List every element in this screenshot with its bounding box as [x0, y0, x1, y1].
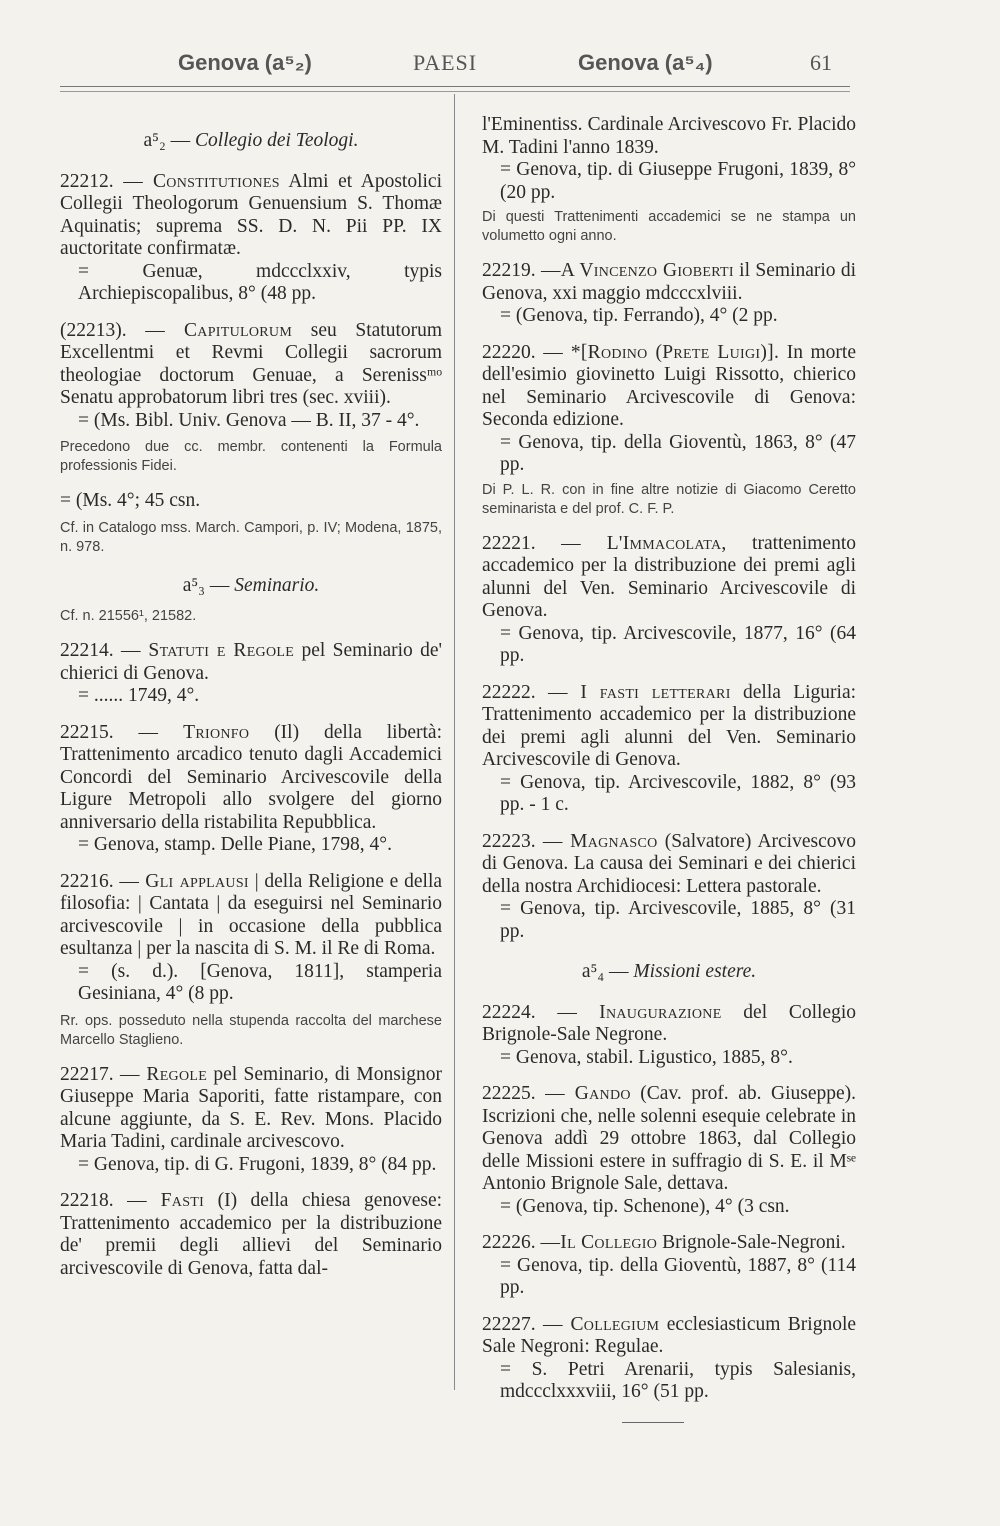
entry-head: — Fasti: [127, 1190, 205, 1211]
entry-imprint: = Genova, stamp. Delle Piane, 1798, 4°.: [78, 834, 392, 855]
entry-22216: [60, 871, 442, 1006]
header-right: Genova (a⁵₄): [578, 50, 713, 75]
left-column: [60, 100, 442, 1294]
running-head: [60, 50, 850, 82]
entry-number: 22223.: [482, 830, 536, 852]
entry-22226: [482, 1232, 856, 1300]
entry-number: 22222.: [482, 681, 536, 703]
entry-22213: [60, 320, 442, 433]
entry-number: 22224.: [482, 1001, 536, 1023]
section-title: Missioni estere.: [633, 961, 757, 982]
entry-head: — Collegium: [543, 1313, 660, 1335]
entry-note-2: Cf. in Catalogo mss. March. Campori, p. IV; Modena, 1875, n. 978.: [60, 519, 442, 555]
entry-22221: [482, 533, 856, 668]
section-heading-seminario: [60, 575, 442, 598]
entry-head: —Il Collegio: [540, 1232, 658, 1253]
entry-text: della Liguria: Trattenimento accademico per la distribuzione dei premi agli alunni del Ven. Seminario Arcivescovile di Genova.: [482, 681, 857, 770]
entry-head: — *[Rodino (Prete Luigi)].: [543, 341, 780, 363]
section-code: a⁵₂ —: [143, 130, 191, 151]
entry-imprint: = Genova, tip. di Giuseppe Frugoni, 1839, 8° (20 pp.: [500, 159, 856, 203]
entry-head: — Constitutiones: [123, 170, 280, 192]
entry-text: In morte dell'esimio giovinetto Luigi Rissotto, chierico nel Seminario Arcivescovile di Genova: Seconda edizione.: [482, 341, 857, 430]
entry-number: 22215.: [60, 721, 114, 743]
entry-number: 22225.: [482, 1083, 536, 1104]
entry-note: Di questi Trattenimenti accademici se ne stampa un volumetto ogni anno.: [482, 209, 856, 244]
entry-number: 22219.: [482, 260, 536, 281]
entry-text: (Salvatore) Arcivescovo di Genova. La causa dei Seminari e dei chierici della nostra Archidiocesi: Lettera pastorale.: [482, 830, 856, 897]
entry-head: — Magnasco: [542, 830, 658, 852]
entry-imprint: = ...... 1749, 4°.: [78, 685, 200, 706]
entry-number: 22227.: [482, 1313, 536, 1335]
entry-number: 22220.: [482, 341, 536, 363]
section-code: a⁵₃ —: [182, 574, 230, 596]
section-heading-missioni: [482, 961, 856, 984]
entry-22218-continued: [482, 114, 856, 204]
column-divider: [454, 94, 455, 1390]
entry-text: ecclesiasticum Brignole Sale Negroni: Regulae.: [482, 1313, 857, 1357]
entry-text: Brignole-Sale-Negroni.: [662, 1232, 846, 1253]
entry-imprint: = Genova, tip. Arcivescovile, 1885, 8° (31 pp.: [500, 898, 856, 942]
entry-22225: [482, 1083, 856, 1218]
entry-text: l'Eminentiss. Cardinale Arcivescovo Fr. Placido M. Tadini l'anno 1839.: [482, 114, 856, 158]
entry-head: —A Vincenzo Gioberti: [540, 260, 734, 281]
header-center: PAESI: [413, 50, 478, 75]
entry-head: — Trionfo: [138, 721, 250, 743]
entry-note: Precedono due cc. membr. contenenti la Formula professionis Fidei.: [60, 439, 442, 474]
entry-head: — Inaugurazione: [557, 1001, 722, 1023]
section-title: Collegio dei Teologi.: [195, 130, 359, 151]
page-number: 61: [810, 50, 832, 75]
entry-text: (Il) della libertà: Trattenimento arcadico tenuto dagli Accademici Concordi del Seminario Arcivescovile della Ligure Metropoli allo svolgere del giorno anniversario della ristabilita Repubblica.: [60, 721, 442, 833]
entry-number: 22212.: [60, 170, 114, 192]
entry-imprint-2: = (Ms. 4°; 45 csn.: [60, 490, 201, 511]
entry-imprint: = Genova, tip. Arcivescovile, 1882, 8° (93 pp. - 1 c.: [500, 771, 856, 815]
entry-number: 22226.: [482, 1232, 536, 1253]
entry-head: — Capitulorum: [145, 319, 293, 341]
entry-number: 22221.: [482, 532, 536, 554]
entry-imprint: = (Genova, tip. Schenone), 4° (3 csn.: [500, 1195, 790, 1217]
entry-22212: [60, 171, 442, 306]
entry-22214: [60, 640, 442, 708]
entry-imprint: = Genuæ, mdccclxxiv, typis Archiepiscopalibus, 8° (48 pp.: [78, 260, 442, 304]
entry-text: del Collegio Brignole-Sale Negrone.: [482, 1001, 857, 1045]
header-rule-top: [60, 86, 850, 87]
entry-imprint: = (Ms. Bibl. Univ. Genova — B. II, 37 - 4°.: [78, 409, 420, 431]
header-left: Genova (a⁵₂): [178, 50, 312, 75]
entry-text: seu Statutorum Excellentmi et Revmi Collegii sacrorum theologiae doctorum Genuae, a Serenissᵐᵒ Senatu approbatorum libri tres (sec. xviii).: [60, 319, 443, 408]
entry-imprint: = (s. d.). [Genova, 1811], stamperia Gesiniana, 4° (8 pp.: [78, 960, 442, 1004]
entry-22219: [482, 260, 856, 328]
entry-22220: [482, 342, 856, 477]
entry-imprint: = Genova, tip. Arcivescovile, 1877, 16° (64 pp.: [500, 622, 856, 666]
entry-head: — Gando: [545, 1083, 631, 1104]
entry-number: 22214.: [60, 640, 114, 661]
entry-imprint: = Genova, tip. della Gioventù, 1863, 8° (47 pp.: [500, 431, 856, 475]
entry-text: pel Seminario de' chierici di Genova.: [60, 640, 443, 684]
entry-text: (Cav. prof. ab. Giuseppe). Iscrizioni che, nelle solenni esequie celebrate in Genova addì 29 ottobre 1863, dal Collegio delle Missioni estere in suffragio di S. E. il Mˢᵉ Antonio Brignole Sale, dettava.: [482, 1083, 857, 1194]
section-title: Seminario.: [234, 574, 320, 596]
entry-head: — Regole: [119, 1063, 208, 1085]
entry-imprint: = S. Petri Arenarii, typis Salesianis, mdccclxxxviii, 16° (51 pp.: [500, 1358, 856, 1402]
entry-imprint: = Genova, tip. di G. Frugoni, 1839, 8° (84 pp.: [78, 1153, 437, 1175]
entry-22227: [482, 1314, 856, 1404]
entry-text: il Seminario di Genova, xxi maggio mdcccxlviii.: [482, 260, 857, 304]
end-rule: [622, 1422, 684, 1423]
entry-22224: [482, 1002, 856, 1070]
right-column: [482, 100, 856, 1423]
entry-22218: [60, 1190, 442, 1280]
entry-head: — L'Immacolata,: [561, 532, 727, 554]
header-rule-bottom: [60, 91, 850, 92]
entry-head: — I fasti letterari: [547, 681, 731, 703]
entry-text: | della Religione e della filosofia: | Cantata | da eseguirsi nel Seminario arcivescovile | in occasione della pubblica esultanza | per la nascita di S. M. il Re di Roma.: [60, 870, 443, 959]
entry-number: 22218.: [60, 1190, 114, 1211]
section-code: a⁵₄ —: [581, 961, 629, 982]
entry-22223: [482, 831, 856, 944]
entry-head: — Gli applausi: [119, 870, 249, 892]
entry-22215: [60, 722, 442, 857]
entry-number: (22213).: [60, 319, 127, 341]
entry-imprint: = Genova, tip. della Gioventù, 1887, 8° (114 pp.: [500, 1254, 856, 1298]
entry-text: pel Seminario, di Monsignor Giuseppe Maria Saporiti, fatte ristampare, con alcune aggiunte, da S. E. Rev. Mons. Placido Maria Tadini, cardinale arcivescovo.: [60, 1063, 442, 1152]
entry-note: Rr. ops. posseduto nella stupenda raccolta del marchese Marcello Staglieno.: [60, 1012, 442, 1048]
entry-text: trattenimento accademico per la distribuzione dei premi agli alunni del Ven. Seminario Arcivescovile di Genova.: [482, 532, 856, 621]
section-heading-teologi: [60, 130, 442, 153]
entry-imprint: = (Genova, tip. Ferrando), 4° (2 pp.: [500, 305, 778, 326]
entry-text: Almi et Apostolici Collegii Theologorum Genuensium S. Thomæ Aquinatis; suprema SS. D. N. Pii PP. IX auctoritate confirmatæ.: [60, 170, 442, 259]
entry-number: 22217.: [60, 1063, 114, 1085]
entry-imprint: = Genova, stabil. Ligustico, 1885, 8°.: [500, 1046, 793, 1068]
entry-text: (I) della chiesa genovese: Trattenimento accademico per la distribuzione de' premii degli allievi del Seminario arcivescovile di Genova, fatta dal-: [60, 1190, 443, 1279]
entry-22217: [60, 1064, 442, 1177]
entry-22222: [482, 682, 856, 817]
entry-head: — Statuti e Regole: [120, 640, 295, 661]
section-crossref: Cf. n. 21556¹, 21582.: [60, 608, 197, 624]
entry-note: Di P. L. R. con in fine altre notizie di Giacomo Ceretto seminarista e del prof. C. F. P.: [482, 481, 856, 517]
entry-number: 22216.: [60, 870, 114, 892]
